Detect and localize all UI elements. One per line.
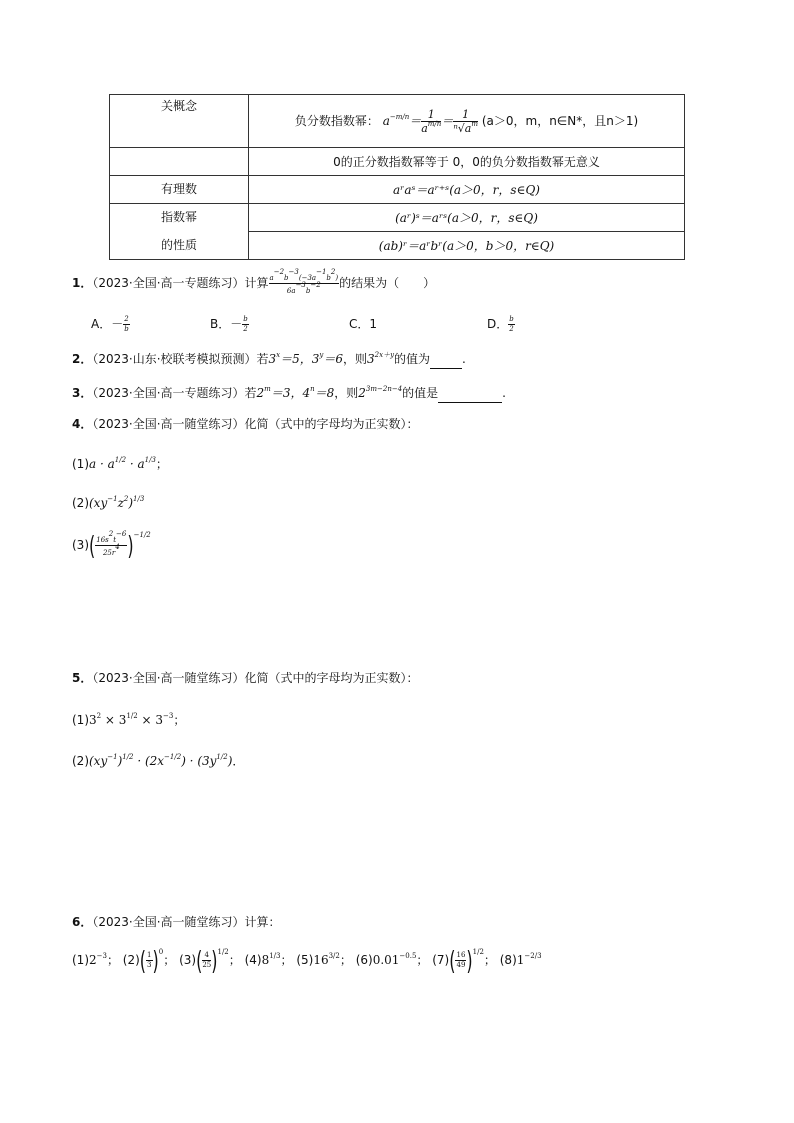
q1-fraction: $\frac{a^{-2}b^{-3}(-3a^{-1}b^2)}{6a^{-3}b^{-2}}$ [269,268,339,295]
q1-source: （2023·全国·高一专题练习）计算 [92,276,269,290]
q2-end: . [462,352,466,366]
q3-answer-blank[interactable] [438,388,502,403]
question-4 [72,415,419,432]
neg-formula: $a^{-m/n}=$ $\frac{1}{a^{m/n}}$ ＝ $\frac{1}{^n√a^m}$ [382,107,478,135]
q4-sub-3 [72,530,151,561]
q4-sub-3-frac: $\frac{16s^2t^{-6}}{25r^4}$ [96,530,127,557]
q1-number: 1． [72,276,93,290]
q6-item-3-exp: 1/2 [217,948,229,956]
q3-expr-1: $2^m=3$，$4^n=8$ [256,385,335,400]
prop-2: (aʳ)ˢ＝aʳˢ(a＞0，r，s∈Q) [249,204,685,232]
q2-answer-blank[interactable] [430,354,462,369]
q4-sub-1-label: (1) [72,457,89,471]
q1-option-c-label: C．1 [349,317,378,331]
q6-item-4: $8^{1/3}$ [261,952,281,967]
q1-option-d[interactable] [487,315,515,333]
q6-item-7-lparen: ( [449,945,456,976]
q4-number: 4． [72,417,93,431]
q3-source: （2023·全国·高一专题练习）若 [92,386,257,400]
q1-option-b-frac: $\frac{b}{2}$ [243,315,248,333]
neg-formula-label: 负分数指数幂： [294,113,379,128]
q6-item-7-frac: $\frac{16}{49}$ [456,951,466,969]
q6-item-2-label: (2) [122,953,140,967]
q6-item-6: $0.01^{-0.5}$ [372,952,417,967]
q6-item-7-label: (7) [432,953,450,967]
q5-text: （2023·全国·高一随堂练习）化简（式中的字母均为正实数）： [92,671,419,685]
q6-item-3-lparen: ( [196,945,203,976]
q2-mid: ，则 [343,352,368,366]
q4-sub-2-label: (2) [72,496,89,510]
q1-option-c[interactable] [349,315,377,332]
q6-item-3-rparen: ) [211,945,218,976]
q2-expr-2: $3^{2x+y}$ [367,351,395,366]
q6-item-5-label: (5) [296,953,314,967]
neg-exponent-cell [249,95,685,148]
q5-sub-1-label: (1) [72,713,89,727]
q6-item-7-rparen: ) [466,945,473,976]
q5-number: 5． [72,671,93,685]
q6-item-2-lparen: ( [139,945,147,976]
table-header-left [110,95,249,148]
zero-note-cell [249,148,685,176]
q6-item-4-label: (4) [244,953,262,967]
question-6 [72,913,281,930]
props-left-2 [110,204,249,232]
q5-sub-2-label: (2) [72,754,89,768]
q1-option-a-label: A．－ [91,317,124,331]
q6-item-1-label: (1) [72,953,89,967]
concept-table [109,94,685,260]
q6-number: 6． [72,915,93,929]
props-label-3: 的性质 [160,237,197,252]
q6-item-1: $2^{-3}$ [89,952,107,967]
q6-item-2-rparen: ) [152,945,159,976]
props-left-1 [110,176,249,204]
prop-1: aʳaˢ＝aʳ⁺ˢ(a＞0，r，s∈Q) [249,176,685,204]
props-left-3 [110,232,249,260]
q2-source: （2023·山东·校联考模拟预测）若 [92,352,269,366]
header-left-text: 关概念 [160,99,197,113]
q1-option-b-label: B．－ [210,317,243,331]
q1-suffix: 的结果为（ ） [339,276,436,290]
zero-note: 0的正分数指数幂等于 0，0的负分数指数幂无意义 [333,155,600,169]
q4-sub-3-lparen: ( [89,530,96,561]
q1-option-b[interactable] [210,315,249,333]
q5-sub-1: $(1)3^2 \times 3^{1/2} \times 3^{-3}$； [72,712,186,727]
q3-mid: ，则 [334,386,359,400]
q5-sub-1-expr: $3^2 \times 3^{1/2} \times 3^{-3}$ [89,712,174,727]
q6-item-8: $1^{-2/3}$ [516,952,542,967]
q6-item-5: $16^{3/2}$ [313,952,340,967]
question-1 [72,268,436,295]
q6-item-7-exp: 1/2 [472,948,484,956]
question-3 [72,384,506,403]
props-label-1: 有理数 [160,182,197,196]
q5-sub-2: $(2)(xy^{-1})^{1/2} \cdot (2x^{-1/2}) \cdot (3y^{1/2})$． [72,753,245,768]
q4-sub-3-exp: −1/2 [133,531,151,539]
q4-sub-3-label: (3) [72,538,89,552]
q6-text: （2023·全国·高一随堂练习）计算： [92,915,281,929]
q2-number: 2． [72,352,93,366]
q6-item-3-frac: $\frac{4}{25}$ [202,951,212,969]
q6-item-8-label: (8) [499,953,517,967]
q4-sub-1: $(1)a \cdot a^{1/2} \cdot a^{1/3}$； [72,456,168,471]
q1-option-a-frac: $\frac{2}{b}$ [124,315,129,333]
table-empty-left [110,148,249,176]
q3-end: . [502,386,506,400]
q2-suffix: 的值为 [394,352,431,366]
q4-sub-3-rparen: ) [127,530,134,561]
q3-suffix: 的值是 [402,386,439,400]
question-5 [72,669,419,686]
q6-item-3-label: (3) [179,953,197,967]
q1-option-d-frac: $\frac{b}{2}$ [509,315,514,333]
prop-3: (ab)ʳ＝aʳbʳ(a＞0，b＞0，r∈Q) [249,232,685,260]
q4-sub-2 [72,496,144,510]
q1-option-a[interactable] [91,315,130,333]
q4-sub-2-expr: $(xy^{-1}z^2)^{1/3}$ [89,495,145,510]
q4-text: （2023·全国·高一随堂练习）化简（式中的字母均为正实数）： [92,417,419,431]
q6-items: $(1)2^{-3}$； (2)( $\frac{1}{3}$ )$^0$； (3)( $\frac{4}{25}$ )$^{1/2}$； $(4)8^{1/3}$； $(5)16^{3/2}$； $(6)0.01^{-0.5}$； (7)( $\frac{16}{49}$ )$^{1/2}$； $(8)1^{-2/3}$ [72,945,542,976]
q3-expr-2: $2^{3m-2n-4}$ [358,385,403,400]
q6-item-2-frac: $\frac{1}{3}$ [147,951,152,969]
q4-sub-1-expr: $a \cdot a^{1/2} \cdot a^{1/3}$ [89,456,156,471]
q1-option-d-label: D． [487,317,509,331]
q5-sub-2-expr: $(xy^{-1})^{1/2} \cdot (2x^{-1/2}) \cdot (3y^{1/2})$ [89,753,233,768]
neg-formula-cond: (a＞0，m，n∈N*，且n＞1) [481,113,639,128]
q2-expr-1: $3^x=5$，$3^y=6$ [268,351,344,366]
props-label-2: 指数幂 [160,210,197,225]
q6-item-2-exp: 0 [158,948,164,956]
q6-item-6-label: (6) [355,953,373,967]
q3-number: 3． [72,386,93,400]
question-2 [72,350,466,369]
